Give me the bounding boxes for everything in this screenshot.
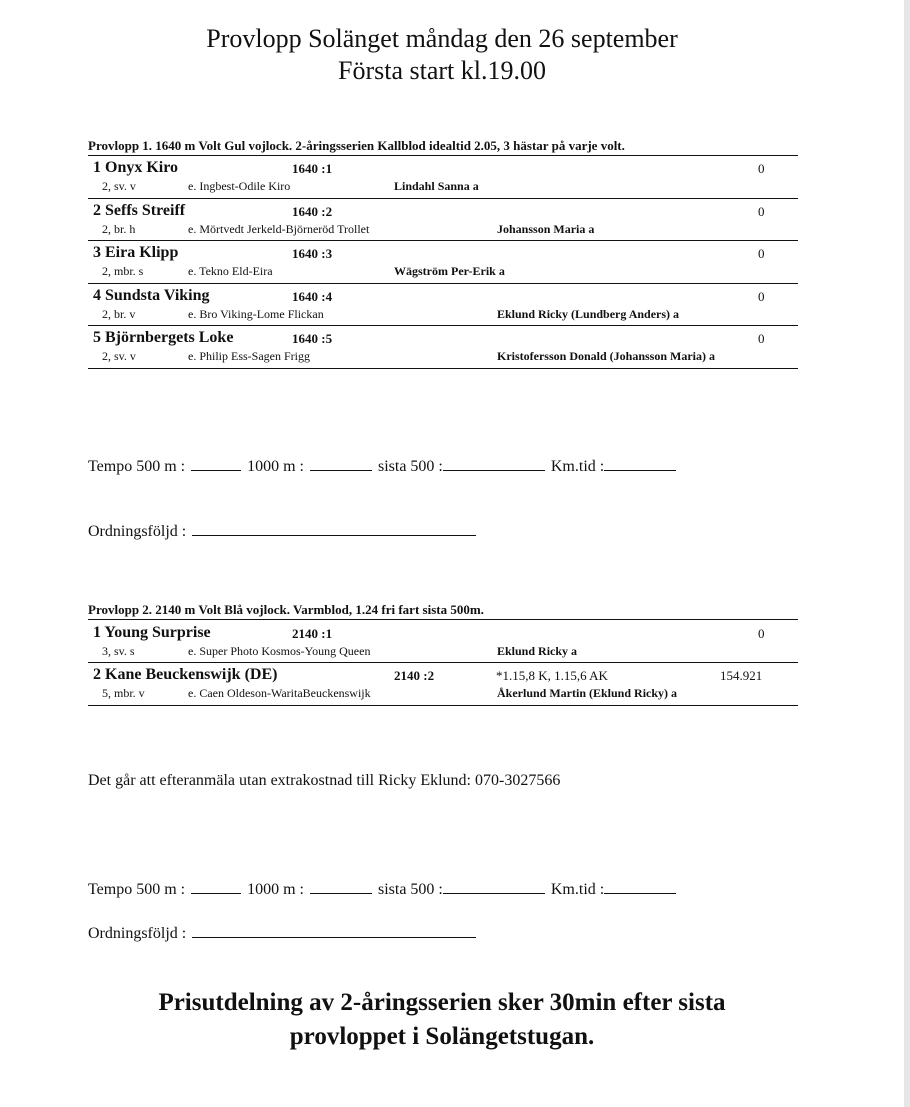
divider: [88, 325, 798, 326]
tempo-500-label: Tempo 500 m :: [88, 458, 186, 475]
driver: Wägström Per-Erik a: [394, 264, 505, 278]
prize-announcement-line-2: provloppet i Solängetstugan.: [289, 1023, 595, 1050]
sista-500-label: sista 500 :: [377, 458, 443, 475]
age-color-sex: 2, sv. v: [102, 179, 136, 193]
km-tid-label: Km.tid :: [550, 881, 605, 898]
race-1-entry-3: [88, 242, 798, 284]
pedigree: e. Bro Viking-Lome Flickan: [188, 307, 324, 321]
km-tid-label: Km.tid :: [550, 458, 605, 475]
race-1-entry-2: [88, 200, 798, 242]
distance-post: 1640 :2: [292, 204, 333, 219]
km-tid-blank: [604, 892, 676, 894]
pedigree: e. Caen Oldeson-WaritaBeuckenswijk: [188, 686, 371, 700]
age-color-sex: 2, br. v: [102, 307, 136, 321]
race-1-entry-5: [88, 327, 798, 369]
earnings: 0: [758, 246, 765, 261]
page-title: Provlopp Solänget måndag den 26 september: [206, 24, 678, 53]
order-label: Ordningsföljd :: [88, 523, 187, 540]
tempo-500-blank: [191, 469, 241, 471]
driver: Kristofersson Donald (Johansson Maria) a: [497, 349, 716, 363]
tempo-1000-label: 1000 m :: [247, 458, 304, 475]
sista-500-blank: [443, 469, 545, 471]
divider: [88, 705, 798, 706]
divider: [88, 368, 798, 369]
divider: [88, 283, 798, 284]
distance-post: 1640 :1: [292, 161, 333, 176]
driver: Lindahl Sanna a: [394, 179, 479, 193]
horse-name: 2 Seffs Streiff: [93, 202, 186, 219]
distance-post: 2140 :1: [292, 626, 333, 641]
race-2-header: Provlopp 2. 2140 m Volt Blå vojlock. Varmblod, 1.24 fri fart sista 500m.: [88, 602, 484, 617]
divider: [88, 198, 798, 199]
order-blank: [192, 534, 476, 536]
earnings: 0: [758, 289, 765, 304]
pedigree: e. Super Photo Kosmos-Young Queen: [188, 644, 371, 658]
race-2-entry-2: [88, 664, 798, 706]
late-entry-note: Det går att efteranmäla utan extrakostnad till Ricky Eklund: 070-3027566: [88, 772, 561, 789]
race-2-entry-1: [88, 622, 798, 664]
divider: [88, 240, 798, 241]
pedigree: e. Philip Ess-Sagen Frigg: [188, 349, 310, 363]
age-color-sex: 2, br. h: [102, 222, 136, 236]
earnings: 0: [758, 204, 765, 219]
distance-post: 1640 :5: [292, 331, 333, 346]
sista-500-blank: [443, 892, 545, 894]
distance-post: 1640 :4: [292, 289, 333, 304]
divider: [88, 662, 798, 663]
order-form-1: [88, 523, 478, 541]
earnings: 154.921: [720, 668, 763, 683]
record: *1.15,8 K, 1.15,6 AK: [496, 668, 608, 683]
age-color-sex: 2, mbr. s: [102, 264, 144, 278]
page-subtitle: Första start kl.19.00: [338, 56, 546, 85]
page-edge: [904, 0, 910, 1107]
earnings: 0: [758, 331, 765, 346]
divider: [88, 155, 798, 156]
earnings: 0: [758, 161, 765, 176]
tempo-1000-label: 1000 m :: [247, 881, 304, 898]
horse-name: 1 Young Surprise: [93, 624, 211, 641]
driver: Eklund Ricky a: [497, 644, 578, 658]
prize-announcement-line-1: Prisutdelning av 2-åringsserien sker 30min efter sista: [158, 989, 726, 1016]
tempo-form-1: [88, 458, 678, 476]
pedigree: e. Ingbest-Odile Kiro: [188, 179, 291, 193]
earnings: 0: [758, 626, 765, 641]
tempo-1000-blank: [310, 469, 372, 471]
tempo-form-2: [88, 881, 678, 899]
driver: Åkerlund Martin (Eklund Ricky) a: [497, 686, 678, 700]
distance-post: 1640 :3: [292, 246, 333, 261]
age-color-sex: 5, mbr. v: [102, 686, 145, 700]
order-label: Ordningsföljd :: [88, 925, 187, 942]
km-tid-blank: [604, 469, 676, 471]
tempo-1000-blank: [310, 892, 372, 894]
race-1-header: Provlopp 1. 1640 m Volt Gul vojlock. 2-åringsserien Kallblod idealtid 2.05, 3 hästar på varje volt.: [88, 138, 625, 153]
sista-500-label: sista 500 :: [377, 881, 443, 898]
pedigree: e. Mörtvedt Jerkeld-Björneröd Trollet: [188, 222, 370, 236]
horse-name: 3 Eira Klipp: [93, 244, 179, 261]
order-form-2: [88, 925, 478, 943]
horse-name: 2 Kane Beuckenswijk (DE): [93, 666, 278, 683]
order-blank: [192, 936, 476, 938]
age-color-sex: 2, sv. v: [102, 349, 136, 363]
tempo-500-label: Tempo 500 m :: [88, 881, 186, 898]
divider: [88, 619, 798, 620]
tempo-500-blank: [191, 892, 241, 894]
driver: Eklund Ricky (Lundberg Anders) a: [497, 307, 680, 321]
pedigree: e. Tekno Eld-Eira: [188, 264, 273, 278]
horse-name: 5 Björnbergets Loke: [93, 329, 234, 346]
horse-name: 4 Sundsta Viking: [93, 287, 210, 304]
age-color-sex: 3, sv. s: [102, 644, 135, 658]
race-1-entry-1: [88, 157, 798, 199]
race-1-entry-4: [88, 285, 798, 327]
horse-name: 1 Onyx Kiro: [93, 159, 179, 176]
driver: Johansson Maria a: [497, 222, 595, 236]
distance-post: 2140 :2: [394, 668, 435, 683]
